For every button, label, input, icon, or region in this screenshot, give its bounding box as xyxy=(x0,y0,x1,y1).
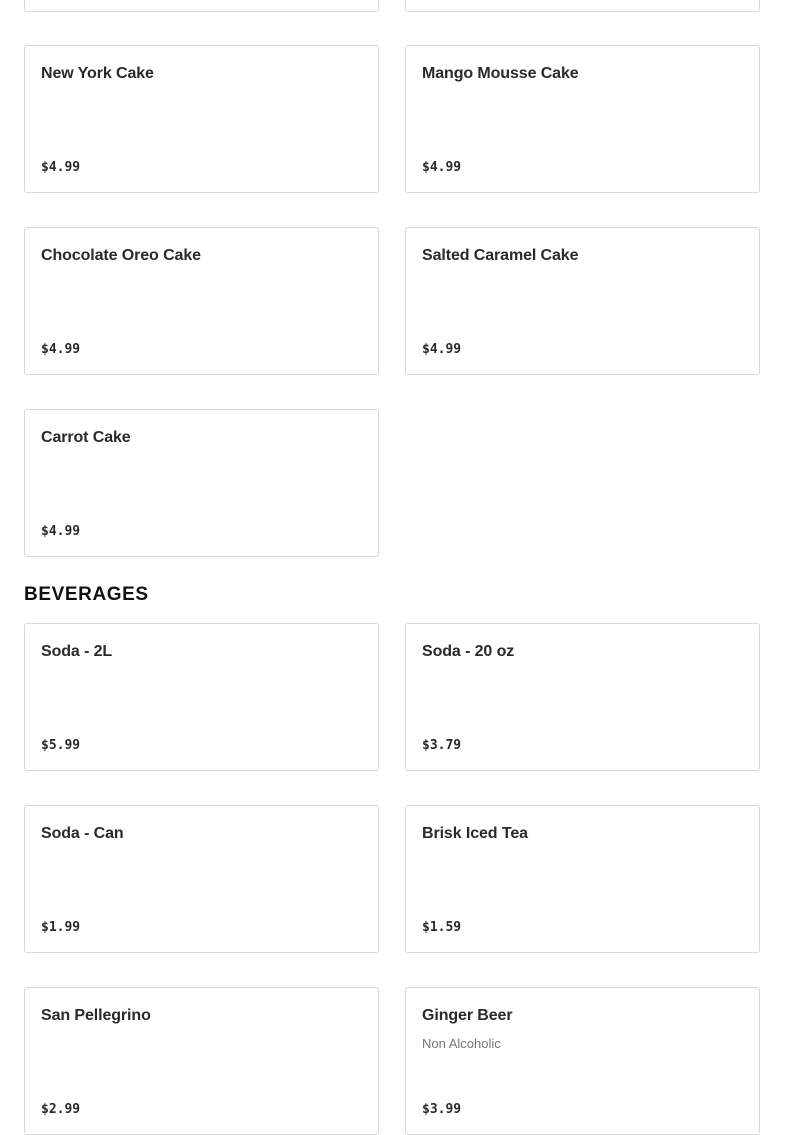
menu-item-card[interactable] xyxy=(24,409,379,557)
menu-item-name: Salted Caramel Cake xyxy=(422,247,579,264)
menu-item-price: $1.59 xyxy=(422,920,462,935)
menu-item-card[interactable] xyxy=(24,623,379,771)
menu-item-name: New York Cake xyxy=(41,65,154,82)
menu-item-name: Chocolate Oreo Cake xyxy=(41,247,201,264)
menu-item-price: $3.99 xyxy=(422,1102,462,1117)
menu-item-price: $1.99 xyxy=(41,920,81,935)
menu-item-card[interactable] xyxy=(24,805,379,953)
section-heading-beverages: BEVERAGES xyxy=(24,584,149,605)
menu-item-name: San Pellegrino xyxy=(41,1007,151,1024)
menu-item-price: $4.99 xyxy=(422,342,462,357)
menu-item-card-partial[interactable] xyxy=(405,0,760,12)
menu-item-price: $4.99 xyxy=(41,524,81,539)
menu-item-price: $3.79 xyxy=(422,738,462,753)
menu-item-card[interactable] xyxy=(24,227,379,375)
menu-item-card[interactable] xyxy=(405,987,760,1135)
menu-item-name: Brisk Iced Tea xyxy=(422,825,528,842)
menu-item-card[interactable] xyxy=(405,623,760,771)
menu-item-price: $5.99 xyxy=(41,738,81,753)
menu-item-price: $4.99 xyxy=(41,342,81,357)
menu-item-price: $4.99 xyxy=(422,160,462,175)
menu-item-card[interactable] xyxy=(24,987,379,1135)
menu-item-name: Soda - 2L xyxy=(41,643,113,660)
menu-item-card[interactable] xyxy=(405,227,760,375)
menu-item-name: Soda - Can xyxy=(41,825,124,842)
menu-item-name: Soda - 20 oz xyxy=(422,643,515,660)
menu-item-price: $4.99 xyxy=(41,160,81,175)
menu-item-card[interactable] xyxy=(405,805,760,953)
menu-item-card[interactable] xyxy=(24,45,379,193)
menu-item-description: Non Alcoholic xyxy=(422,1036,501,1051)
menu-item-name: Carrot Cake xyxy=(41,429,131,446)
menu-item-name: Mango Mousse Cake xyxy=(422,65,579,82)
menu-item-card[interactable] xyxy=(405,45,760,193)
menu-item-name: Ginger Beer xyxy=(422,1007,513,1024)
menu-item-price: $2.99 xyxy=(41,1102,81,1117)
menu-item-card-partial[interactable] xyxy=(24,0,379,12)
